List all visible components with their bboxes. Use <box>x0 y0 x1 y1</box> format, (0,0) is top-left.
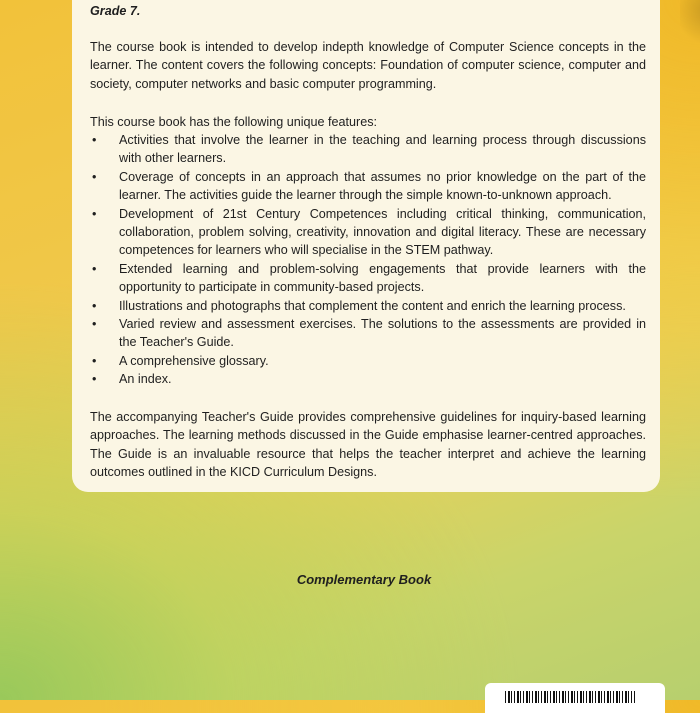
barcode <box>505 691 635 703</box>
feature-item: • Varied review and assessment exercises. The solutions to the assessments are provided in the Teacher's Guide. <box>90 315 646 352</box>
features-intro: This course book has the following unique features: <box>90 115 378 129</box>
feature-item: • Extended learning and problem-solving engagements that provide learners with the opportunity to participate in community-based projects. <box>90 260 646 297</box>
feature-item: • A comprehensive glossary. <box>90 352 646 370</box>
teachers-guide-paragraph: The accompanying Teacher's Guide provides comprehensive guidelines for inquiry-based learning approaches. The learning methods discussed in the Guide emphasise learner-centred approaches. The Guide is an invaluable resource that helps the teacher interpret and achieve the learning outcomes outlined in the KICD Curriculum Designs. <box>90 410 646 480</box>
barcode-sticker <box>485 683 665 713</box>
grade-line: Grade 7. <box>90 4 141 18</box>
feature-item: • Development of 21st Century Competences including critical thinking, communication, collaboration, problem solving, creativity, innovation and digital literacy. These are necessary competences for learners who will specialise in the STEM pathway. <box>90 205 646 260</box>
cover-shadow <box>680 0 700 50</box>
feature-item: • An index. <box>90 370 646 388</box>
feature-item: • Illustrations and photographs that complement the content and enrich the learning process. <box>90 297 646 315</box>
feature-item: • Coverage of concepts in an approach that assumes no prior knowledge on the part of the learner. The activities guide the learner through the simple known-to-unknown approach. <box>90 168 646 205</box>
intro-paragraph: The course book is intended to develop indepth knowledge of Computer Science concepts in the learner. The content covers the following concepts: Foundation of computer science, computer and society, computer networks and basic computer programming. <box>90 40 646 91</box>
feature-item: • Activities that involve the learner in the teaching and learning process through discussions with other learners. <box>90 131 646 168</box>
complementary-book-label: Complementary Book <box>296 572 432 587</box>
features-list <box>90 131 646 389</box>
